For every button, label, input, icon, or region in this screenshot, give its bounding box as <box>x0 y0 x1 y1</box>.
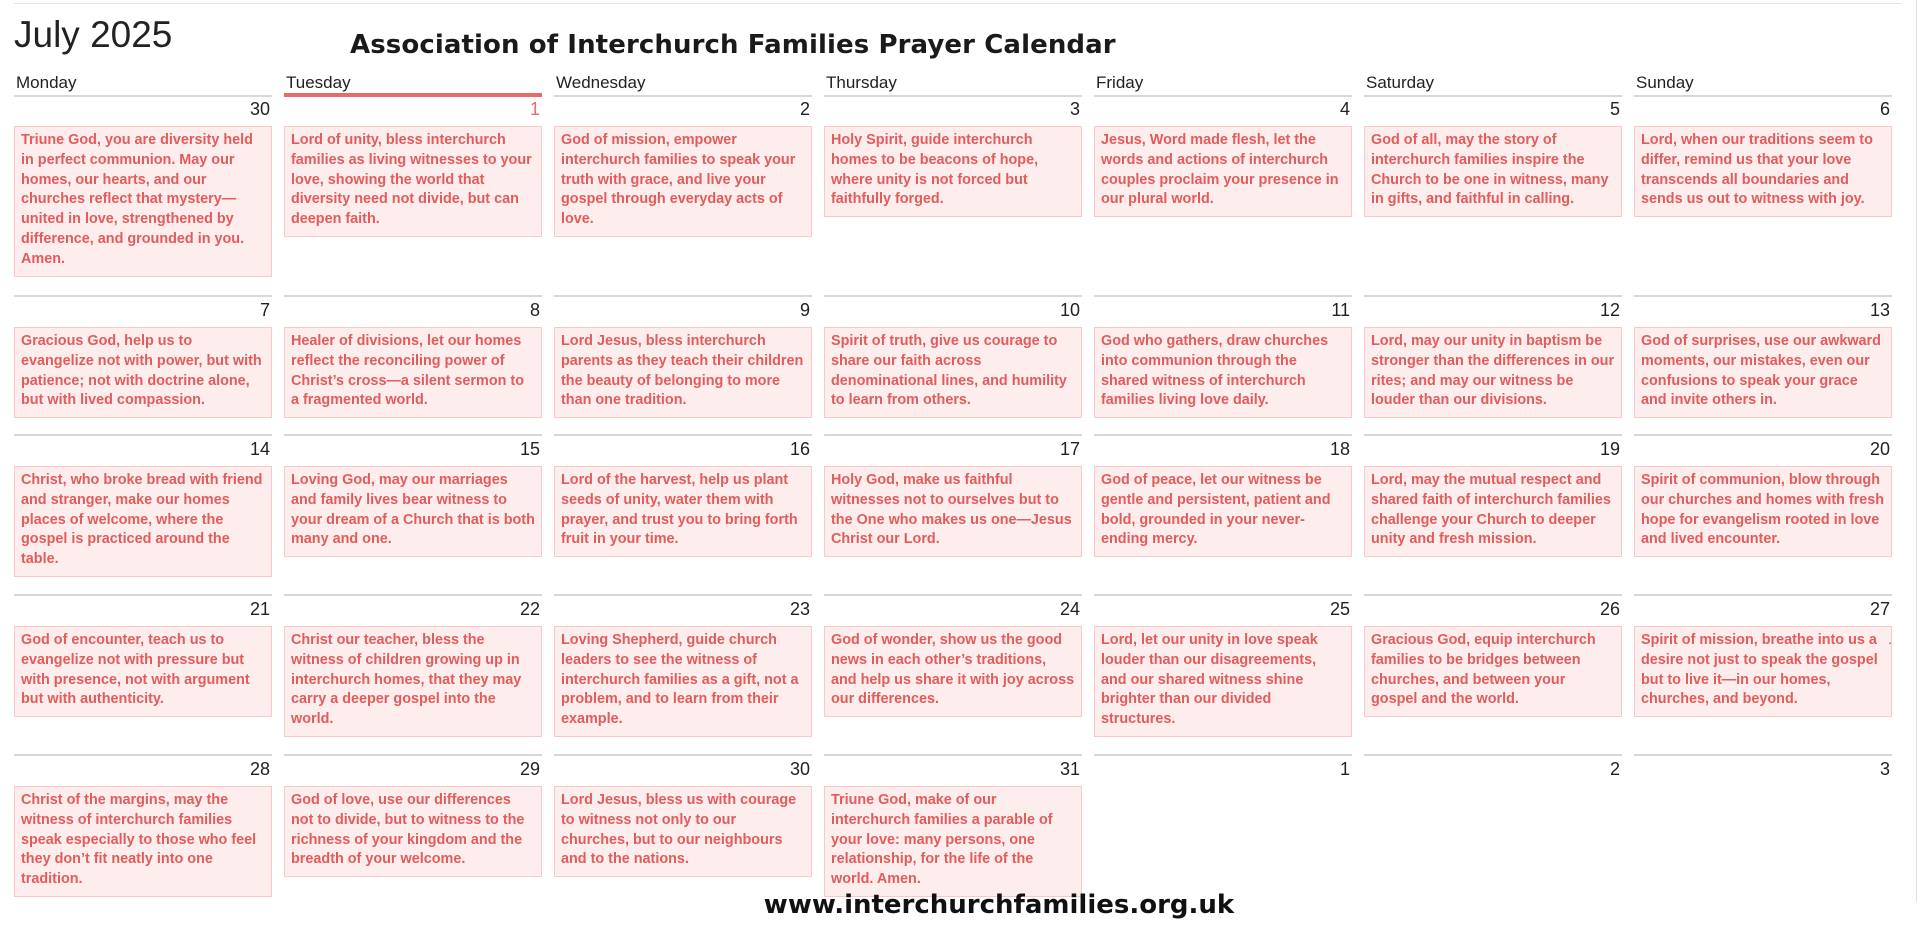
day-number: 10 <box>1059 300 1080 320</box>
day-cell[interactable] <box>824 594 1082 754</box>
day-cell[interactable] <box>14 295 272 434</box>
day-cell[interactable] <box>284 295 542 434</box>
day-number: 7 <box>259 300 270 320</box>
day-number: 3 <box>1879 759 1890 779</box>
day-number: 11 <box>1331 300 1350 320</box>
day-cell[interactable] <box>1094 295 1352 434</box>
day-number: 20 <box>1869 439 1890 459</box>
day-number: 30 <box>789 759 810 779</box>
day-number: 21 <box>249 599 270 619</box>
day-cell[interactable] <box>1634 754 1892 904</box>
weekday-thursday: Thursday <box>824 66 1082 97</box>
day-number: 25 <box>1329 599 1350 619</box>
prayer-event[interactable]: Spirit of truth, give us courage to share our faith across denominational lines, and humility to learn from others. <box>824 327 1082 418</box>
day-cell[interactable] <box>554 434 812 594</box>
day-number: 8 <box>529 300 540 320</box>
day-cell[interactable] <box>824 96 1082 295</box>
day-number: 2 <box>1609 759 1620 779</box>
prayer-event[interactable]: Holy God, make us faithful witnesses not to ourselves but to the One who makes us one—Jesus Christ our Lord. <box>824 466 1082 557</box>
prayer-event[interactable]: Christ our teacher, bless the witness of children growing up in interchurch homes, that they may carry a deeper gospel into the world. <box>284 626 542 737</box>
day-number: 23 <box>789 599 810 619</box>
week-row <box>14 754 1892 904</box>
prayer-event[interactable]: Lord of unity, bless interchurch families as living witnesses to your love, showing the world that diversity need not divide, but can deepen faith. <box>284 126 542 237</box>
prayer-event[interactable]: Loving Shepherd, guide church leaders to see the witness of interchurch families as a gift, not a problem, and to learn from their example. <box>554 626 812 737</box>
week-row <box>14 434 1892 594</box>
day-cell[interactable] <box>14 96 272 295</box>
day-number: 6 <box>1879 99 1890 119</box>
prayer-event[interactable]: Lord, when our traditions seem to differ, remind us that your love transcends all boundaries and sends us out to witness with joy. <box>1634 126 1892 217</box>
prayer-event[interactable]: Holy Spirit, guide interchurch homes to be beacons of hope, where unity is not forced but faithfully forged. <box>824 126 1082 217</box>
day-cell[interactable] <box>284 434 542 594</box>
prayer-event[interactable]: Triune God, make of our interchurch families a parable of your love: many persons, one relationship, for the life of the world. Amen. <box>824 786 1082 897</box>
day-cell[interactable] <box>1634 96 1892 295</box>
day-cell[interactable] <box>1364 434 1622 594</box>
prayer-event[interactable]: Lord, may the mutual respect and shared faith of interchurch families challenge your Church to deeper unity and fresh mission. <box>1364 466 1622 557</box>
prayer-event[interactable]: Healer of divisions, let our homes reflect the reconciling power of Christ’s cross—a silent sermon to a fragmented world. <box>284 327 542 418</box>
day-number: 14 <box>249 439 270 459</box>
day-cell[interactable] <box>284 594 542 754</box>
prayer-event[interactable]: Lord of the harvest, help us plant seeds of unity, water them with prayer, and trust you to bring forth fruit in your time. <box>554 466 812 557</box>
day-cell[interactable] <box>554 295 812 434</box>
weekday-sunday: Sunday <box>1634 66 1892 97</box>
prayer-event[interactable]: Spirit of mission, breathe into us a desire not just to speak the gospel but to live it—in our homes, churches, and beyond. <box>1634 626 1892 717</box>
day-number: 28 <box>249 759 270 779</box>
stray-mark: . <box>1888 631 1892 647</box>
day-cell[interactable] <box>1094 434 1352 594</box>
prayer-event[interactable]: Loving God, may our marriages and family lives bear witness to your dream of a Church that is both many and one. <box>284 466 542 557</box>
prayer-event[interactable]: Jesus, Word made flesh, let the words and actions of interchurch couples proclaim your presence in our plural world. <box>1094 126 1352 217</box>
prayer-event[interactable]: God of love, use our differences not to divide, but to witness to the richness of your kingdom and the breadth of your welcome. <box>284 786 542 877</box>
day-number: 29 <box>519 759 540 779</box>
weekday-tuesday: Tuesday <box>284 66 542 97</box>
day-cell[interactable] <box>14 434 272 594</box>
month-title: July 2025 <box>14 14 173 55</box>
day-number: 12 <box>1599 300 1620 320</box>
weekday-wednesday: Wednesday <box>554 66 812 97</box>
day-number: 1 <box>529 99 540 119</box>
day-number: 3 <box>1069 99 1080 119</box>
day-cell[interactable] <box>824 434 1082 594</box>
day-cell[interactable] <box>1634 295 1892 434</box>
day-number: 15 <box>519 439 540 459</box>
day-number: 27 <box>1869 599 1890 619</box>
prayer-event[interactable]: Lord, let our unity in love speak louder than our disagreements, and our shared witness shine brighter than our divided structures. <box>1094 626 1352 737</box>
calendar-title: Association of Interchurch Families Prayer Calendar <box>350 30 1116 60</box>
day-cell[interactable] <box>554 754 812 904</box>
weekday-monday: Monday <box>14 66 272 97</box>
day-number: 19 <box>1599 439 1620 459</box>
day-number: 2 <box>799 99 810 119</box>
prayer-event[interactable]: God of encounter, teach us to evangelize not with pressure but with presence, not with argument but with authenticity. <box>14 626 272 717</box>
day-number: 17 <box>1059 439 1080 459</box>
day-cell[interactable] <box>824 295 1082 434</box>
prayer-event[interactable]: God of peace, let our witness be gentle and persistent, patient and bold, grounded in your never-ending mercy. <box>1094 466 1352 557</box>
day-cell[interactable] <box>14 754 272 904</box>
footer-url[interactable]: www.interchurchfamilies.org.uk <box>763 890 1235 920</box>
prayer-event[interactable]: Gracious God, equip interchurch families to be bridges between churches, and between your gospel and the world. <box>1364 626 1622 717</box>
day-cell[interactable] <box>554 594 812 754</box>
day-cell[interactable] <box>824 754 1082 904</box>
day-number: 9 <box>799 300 810 320</box>
day-number: 31 <box>1059 759 1080 779</box>
prayer-event[interactable]: God of wonder, show us the good news in each other’s traditions, and help us share it with joy across our differences. <box>824 626 1082 717</box>
right-divider <box>1916 0 1917 902</box>
day-number: 4 <box>1339 99 1350 119</box>
day-number: 18 <box>1329 439 1350 459</box>
prayer-event[interactable]: God who gathers, draw churches into communion through the shared witness of interchurch families living love daily. <box>1094 327 1352 418</box>
weekday-saturday: Saturday <box>1364 66 1622 97</box>
prayer-event[interactable]: Lord Jesus, bless interchurch parents as they teach their children the beauty of belonging to more than one tradition. <box>554 327 812 418</box>
prayer-event[interactable]: Triune God, you are diversity held in perfect communion. May our homes, our hearts, and our churches reflect that mystery—united in love, strengthened by difference, and grounded in you. Amen. <box>14 126 272 277</box>
day-number: 26 <box>1599 599 1620 619</box>
prayer-event[interactable]: Lord, may our unity in baptism be stronger than the differences in our rites; and may our witness be louder than our divisions. <box>1364 327 1622 418</box>
week-row <box>14 295 1892 434</box>
day-cell[interactable] <box>1094 96 1352 295</box>
day-number: 5 <box>1609 99 1620 119</box>
day-number: 13 <box>1869 300 1890 320</box>
top-divider <box>14 0 1902 4</box>
day-cell[interactable] <box>14 594 272 754</box>
prayer-event[interactable]: Spirit of communion, blow through our churches and homes with fresh hope for evangelism rooted in love and lived encounter. <box>1634 466 1892 557</box>
day-cell[interactable] <box>284 96 542 295</box>
day-cell[interactable] <box>1364 594 1622 754</box>
day-number: 24 <box>1059 599 1080 619</box>
prayer-event[interactable]: Christ, who broke bread with friend and stranger, make our homes places of welcome, where the gospel is practiced around the table. <box>14 466 272 577</box>
day-cell[interactable] <box>554 96 812 295</box>
day-cell[interactable] <box>1634 434 1892 594</box>
day-cell[interactable] <box>1364 754 1622 904</box>
prayer-event[interactable]: God of mission, empower interchurch families to speak your truth with grace, and live your gospel through everyday acts of love. <box>554 126 812 237</box>
prayer-event[interactable]: God of all, may the story of interchurch families inspire the Church to be one in witness, many in gifts, and faithful in calling. <box>1364 126 1622 217</box>
day-number: 22 <box>519 599 540 619</box>
day-cell[interactable] <box>1634 594 1892 754</box>
prayer-event[interactable]: Gracious God, help us to evangelize not with power, but with patience; not with doctrine alone, but with lived compassion. <box>14 327 272 418</box>
day-number: 1 <box>1339 759 1350 779</box>
prayer-event[interactable]: God of surprises, use our awkward moments, our mistakes, even our confusions to speak your grace and invite others in. <box>1634 327 1892 418</box>
week-row <box>14 96 1892 295</box>
day-number: 30 <box>249 99 270 119</box>
weekday-header <box>14 66 1892 96</box>
day-cell[interactable] <box>1094 754 1352 904</box>
day-cell[interactable] <box>284 754 542 904</box>
day-cell[interactable] <box>1364 96 1622 295</box>
weekday-friday: Friday <box>1094 66 1352 97</box>
prayer-event[interactable]: Lord Jesus, bless us with courage to witness not only to our churches, but to our neighbours and to the nations. <box>554 786 812 877</box>
day-cell[interactable] <box>1364 295 1622 434</box>
day-cell[interactable] <box>1094 594 1352 754</box>
day-number: 16 <box>789 439 810 459</box>
prayer-event[interactable]: Christ of the margins, may the witness of interchurch families speak especially to those who feel they don’t fit neatly into one tradition. <box>14 786 272 897</box>
calendar-grid <box>14 66 1892 904</box>
week-row <box>14 594 1892 754</box>
